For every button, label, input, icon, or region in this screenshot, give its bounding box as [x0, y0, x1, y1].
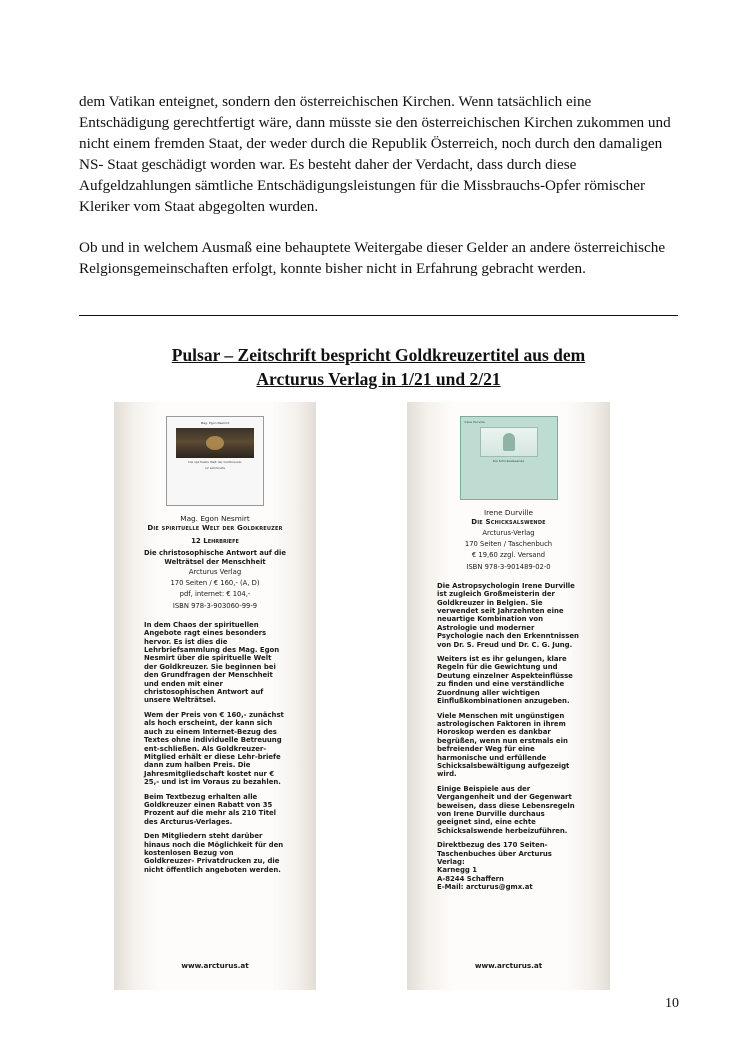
book-meta	[437, 529, 580, 572]
review-paragraph: In dem Chaos der spirituellen Angebote ragt eines besonders hervor. Es ist dies die Lehrbriefsammlung des Mag. Egon Nesmirt über die spirituelle Welt der Goldkreuzer. Sie beginnen bei den Grundfragen der Menschheit und enden mit einer christosophischen Antwort auf unsere Welträtsel.	[144, 620, 280, 705]
cover-author: Mag. Egon Nesmirt	[200, 421, 230, 425]
book-flyer-right	[407, 402, 610, 990]
heading-line-1: Pulsar – Zeitschrift bespricht Goldkreuzertitel aus dem	[171, 345, 586, 365]
cover-title: Die spirituelle Welt der Goldkreuzer	[188, 460, 242, 464]
price: € 19,60 zzgl. Versand	[471, 551, 546, 560]
book-review-text	[144, 621, 286, 874]
book-meta	[144, 568, 286, 611]
review-paragraph: Wem der Preis von € 160,- zunächst als hoch erscheint, der kann sich auch zu einem Internet-Bezug des Textes ohne individuelle Betreuung ent-schließen. Als Goldkreuzer- Mitglied erhält er diese Lehr-briefe dann zum halben Preis. Die Jahresmitgliedschaft kostet nur € 25,- und ist im Voraus zu bezahlen.	[144, 710, 284, 787]
review-paragraph: Die Astropsychologin Irene Durville ist zugleich Großmeisterin der Goldkreuzer in Belgien. Sie verwendet seit Jahrzehnten eine neuartige Kombination von Astrologie und moderner Psychologie nach den Erkenntnissen von Dr. S. Freud und Dr. C. G. Jung.	[437, 581, 579, 649]
book-cover-image	[460, 416, 558, 500]
book-cover-image	[166, 416, 264, 506]
intro-paragraph-2: Ob und in welchem Ausmaß eine behauptete Weitergabe dieser Gelder an andere österreichische Relgionsgemeinschaften erfolgt, konnte bisher nicht in Erfahrung gebracht werden.	[79, 239, 666, 277]
intro-paragraph-1: dem Vatikan enteignet, sondern den österreichischen Kirchen. Wenn tatsächlich eine Entschädigung gerechtfertigt wäre, dann müsste sie den österreichischen Kirchen zukommen und nicht einem fremden Staat, der weder durch die Republik Österreich, noch durch den damaligen NS- Staat geschädigt worden war. Es besteht daher der Verdacht, dass durch diese Aufgeldzahlungen sämtliche Entschädigungsleistungen für die Missbrauchs-Opfer römischer Kleriker vom Staat abgegolten wurden.	[79, 93, 671, 215]
review-paragraph: Viele Menschen mit ungünstigen astrologischen Faktoren in ihrem Horoskop werden es dankbar begrüßen, wenn nun erstmals ein befreiender Weg für eine harmonische und erfüllende Schicksalsbewältigung aufgezeigt wird.	[437, 711, 570, 779]
website-link[interactable]: www.arcturus.at	[181, 961, 249, 970]
section-heading	[79, 343, 678, 391]
review-paragraph: Weiters ist es ihr gelungen, klare Regeln für die Gewichtung und Deutung einzelner Aspekteinflüsse zu finden und eine verständliche Zuordnung aller wichtigen Einflußkombinationen anzugeben.	[437, 655, 573, 706]
review-paragraph: Den Mitgliedern steht darüber hinaus noch die Möglichkeit für den kostenlosen Bezug von Goldkreuzer- Privatdrucken zu, die nicht öffentlich angeboten werden.	[144, 832, 284, 874]
book-review-text	[437, 582, 580, 892]
book-author: Mag. Egon Nesmirt	[180, 514, 250, 523]
isbn: ISBN 978-3-903060-99-9	[172, 601, 258, 610]
heading-line-2: Arcturus Verlag in 1/21 und 2/21	[256, 369, 501, 389]
page-number: 10	[665, 996, 679, 1011]
book-title: Die Schicksalswende	[471, 518, 546, 526]
publisher: Arcturus Verlag	[188, 568, 242, 576]
review-paragraph: Einige Beispiele aus der Vergangenheit und der Gegenwart beweisen, dass diese Lebensregeln von Irene Durville durchaus geeignet sind, eine echte Schicksalswende herbeizuführen.	[437, 784, 575, 835]
format: 170 Seiten / Taschenbuch	[464, 540, 553, 549]
publisher: Arcturus-Verlag	[482, 529, 535, 537]
book-subtitle: 12 Lehrbriefe	[191, 537, 239, 545]
book-author: Irene Durville	[483, 508, 534, 517]
book-description: Die christosophische Antwort auf die Welträtsel der Menschheit	[144, 549, 286, 566]
cover-photo	[480, 427, 538, 457]
book-title: Die spirituelle Welt der Goldkreuzer	[147, 524, 283, 532]
book-flyer-left	[114, 402, 316, 990]
cover-title: Die Schicksalswende	[492, 459, 525, 463]
horizontal-rule	[79, 315, 678, 316]
price: 170 Seiten / € 160,- (A, D)	[170, 579, 260, 588]
intro-text	[79, 91, 679, 299]
pdf-price: pdf, internet: € 104,-	[179, 590, 251, 599]
website-link[interactable]: www.arcturus.at	[474, 961, 543, 970]
isbn: ISBN 978-3-901489-02-0	[466, 562, 551, 571]
cover-photo	[176, 428, 254, 458]
cover-author: Irene Durville	[464, 420, 485, 424]
cover-subtitle: 12 Lehrbriefe	[204, 466, 226, 470]
order-info: Direktbezug des 170 Seiten-Taschenbuches über Arcturus Verlag: Karnegg 1 A-8244 Schaffern E-Mail: arcturus@gmx.at	[437, 841, 552, 892]
review-paragraph: Beim Textbezug erhalten alle Goldkreuzer einen Rabatt von 35 Prozent auf die mehr als 210 Titel des Arcturus-Verlages.	[144, 792, 277, 826]
